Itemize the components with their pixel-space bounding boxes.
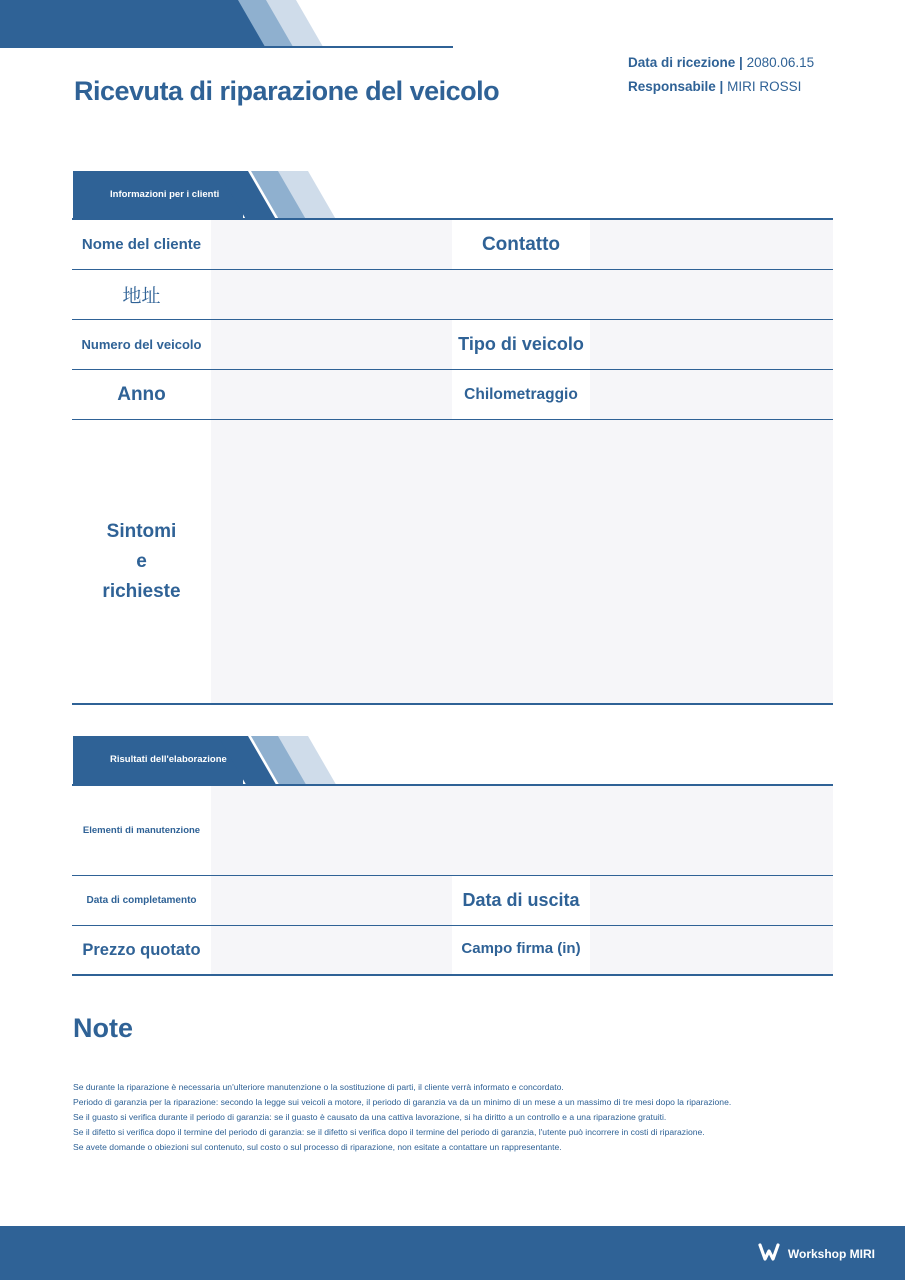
reception-date [628, 55, 814, 70]
symptoms-label-line: e [136, 550, 147, 572]
table-rule [72, 974, 833, 976]
exit-date-label: Data di uscita [462, 890, 580, 910]
note-line: Se durante la riparazione è necessaria un'ulteriore manutenzione o la sostituzione di parti, il cliente verrà informato e concordato. [73, 1082, 564, 1092]
manager [628, 79, 801, 94]
quoted-price-field[interactable] [211, 926, 452, 974]
symptoms-field[interactable] [211, 420, 833, 703]
customer-name-field[interactable] [211, 220, 452, 269]
signature-field[interactable] [590, 926, 833, 974]
notes-title: Note [73, 1013, 133, 1043]
footer-brand-name: Workshop MIRI [787, 1246, 875, 1261]
table-rule [72, 703, 833, 705]
contact-field[interactable] [590, 220, 833, 269]
address-label: 地址 [122, 285, 161, 307]
document-title: Ricevuta di riparazione del veicolo [74, 76, 500, 106]
header-decoration-bar [0, 0, 270, 47]
manager-label: Responsabile | [628, 79, 724, 94]
header-rule [0, 46, 453, 48]
quoted-price-label: Prezzo quotato [82, 940, 201, 959]
customer-name-label: Nome del cliente [81, 236, 202, 253]
mileage-label: Chilometraggio [464, 385, 578, 403]
mileage-field[interactable] [590, 370, 833, 419]
year-label: Anno [117, 383, 166, 405]
results-section-label: Risultati dell'elaborazione [110, 754, 227, 765]
note-line: Se il difetto si verifica dopo il termine del periodo di garanzia: se il difetto si verifica dopo il termine del periodo di garanzia, l'utente può incorrere in costi di riparazione. [73, 1127, 705, 1137]
note-line: Periodo di garanzia per la riparazione: secondo la legge sui veicoli a motore, il periodo di garanzia va da un minimo di un mese a un massimo di tre mesi dopo la riparazione. [73, 1097, 732, 1107]
workshop-logo-icon [758, 1242, 780, 1265]
address-field[interactable] [211, 270, 833, 319]
customer-section-tab [73, 171, 308, 219]
vehicle-number-field[interactable] [211, 320, 452, 369]
year-field[interactable] [211, 370, 452, 419]
contact-label: Contatto [481, 233, 561, 255]
exit-date-field[interactable] [590, 876, 833, 925]
vehicle-type-label: Tipo di veicolo [458, 334, 584, 354]
footer-brand [758, 1242, 875, 1265]
symptoms-label-line: Sintomi [106, 520, 177, 542]
manager-value: MIRI ROSSI [727, 79, 802, 94]
reception-date-value: 2080.06.15 [746, 55, 815, 70]
completion-date-label: Data di completamento [86, 895, 197, 906]
maintenance-items-label: Elementi di manutenzione [82, 825, 201, 836]
note-line: Se avete domande o obiezioni sul contenuto, sul costo o sul processo di riparazione, non esitate a contattare un rappresentante. [73, 1142, 562, 1152]
completion-date-field[interactable] [211, 876, 452, 925]
vehicle-type-field[interactable] [590, 320, 833, 369]
note-line: Se il guasto si verifica durante il periodo di garanzia: se il guasto è causato da una cattiva lavorazione, si ha diritto a un controllo e a una riparazione gratuiti. [73, 1112, 667, 1122]
maintenance-items-field[interactable] [211, 786, 833, 875]
reception-date-label: Data di ricezione | [628, 55, 743, 70]
results-section-tab [73, 736, 308, 784]
symptoms-label-line: richieste [102, 580, 181, 602]
symptoms-label [72, 420, 211, 703]
customer-section-label: Informazioni per i clienti [110, 189, 220, 200]
signature-label: Campo firma (in) [461, 939, 581, 957]
vehicle-number-label: Numero del veicolo [81, 337, 202, 352]
